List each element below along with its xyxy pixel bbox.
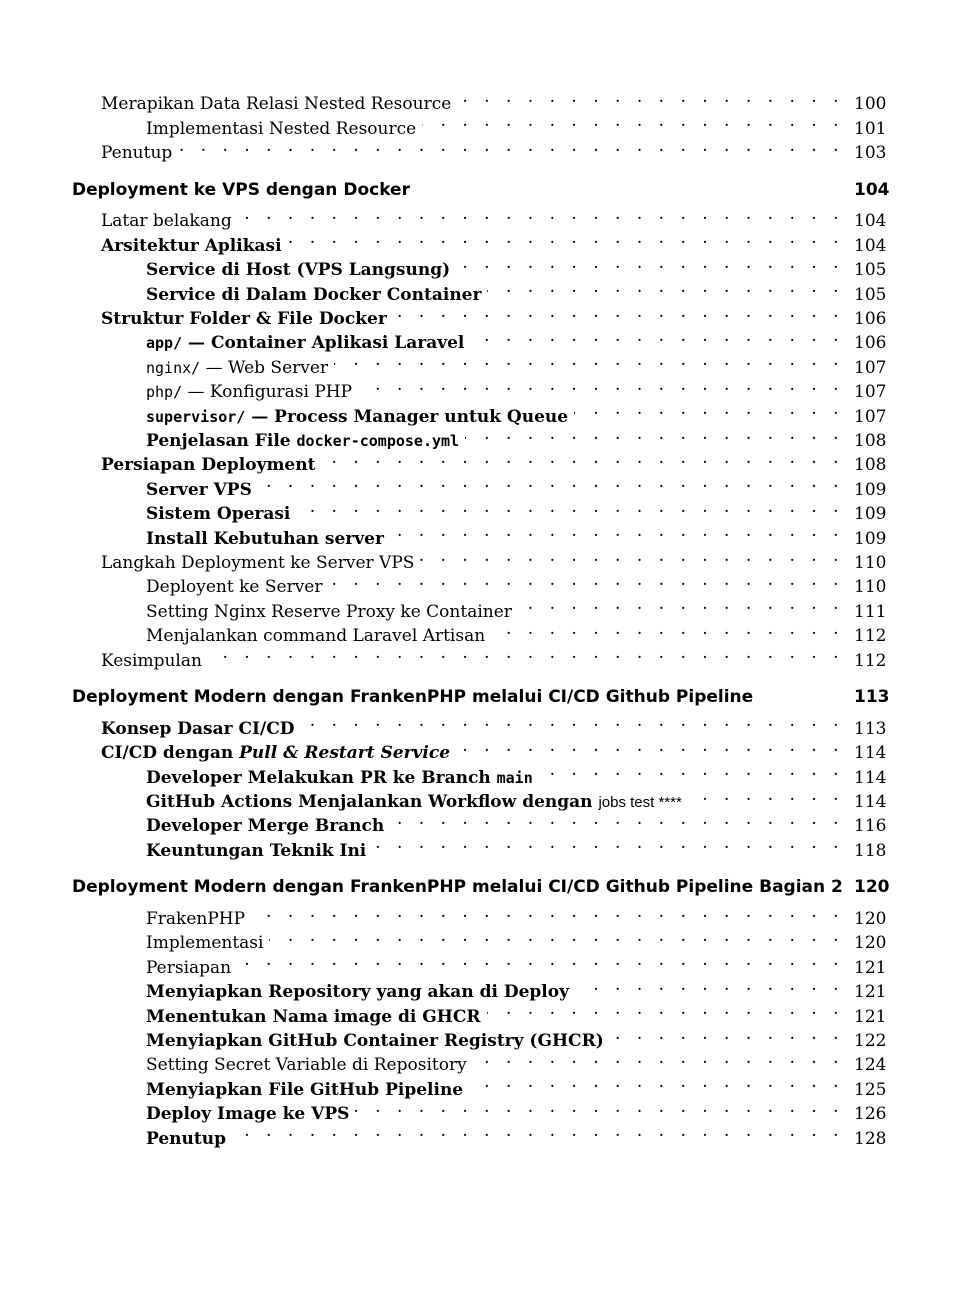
toc-page-number: 101 [854,118,887,139]
toc-page-number: 107 [854,382,887,403]
toc-dot-leader [258,470,844,494]
toc-dot-leader [237,948,844,972]
toc-dot-leader [321,446,844,470]
toc-title-part: Menjalankan command Laravel Artisan [146,626,486,647]
toc-page-number: 122 [854,1030,887,1051]
table-of-contents [72,85,890,1149]
toc-title-part: GitHub Actions Menjalankan Workflow dengan [146,791,599,812]
toc-dot-leader [393,300,844,324]
toc-entry-title [146,478,252,502]
toc-dot-leader [574,397,844,421]
toc-dot-leader [457,85,844,109]
toc-page-number: 106 [854,333,887,354]
toc-dot-leader [487,275,844,299]
toc-title-part: — Konfigurasi PHP [182,382,353,403]
toc-entry-title [101,141,172,165]
toc-dot-leader [300,709,844,733]
toc-page-number: 121 [854,982,887,1003]
toc-title-part: Service di Host (VPS Langsung) [146,260,451,281]
toc-dot-leader [469,1070,844,1094]
toc-entry-title [146,766,533,790]
toc-entry-title [146,956,231,980]
toc-title-part: Deploy Image ke VPS [146,1104,350,1125]
toc-subsection-entry[interactable] [72,900,887,930]
toc-title-part: Setting Secret Variable di Repository [146,1055,467,1076]
toc-page-number: 110 [854,552,887,573]
toc-entry-title [72,875,843,899]
toc-page-number: 120 [854,909,887,930]
toc-title-part: Menentukan Nama image di GHCR [146,1006,481,1027]
toc-title-part: FrakenPHP [146,909,246,930]
toc-entry-title [101,649,202,673]
toc-page-number: 121 [854,1006,887,1027]
toc-entry-title [72,178,410,202]
toc-page-number: 126 [854,1104,887,1125]
toc-page-number: 116 [854,816,887,837]
toc-entry-title [72,685,753,709]
toc-entry-title [101,717,294,741]
toc-dot-leader [539,758,844,782]
toc-page-number: 109 [854,504,887,525]
toc-page-number: 109 [854,479,887,500]
toc-dot-leader [208,641,844,665]
toc-title-part: — Container Aplikasi Laravel [182,333,465,354]
toc-dot-leader [178,134,844,158]
toc-dot-leader [473,1046,844,1070]
toc-title-part: Merapikan Data Relasi Nested Resource [101,94,452,115]
toc-title-part: php/ [146,383,183,402]
toc-entry-title [146,1127,226,1151]
toc-entry-title [146,258,450,282]
toc-page-number: 118 [854,840,887,861]
toc-dot-leader [328,568,844,592]
toc-dot-leader [390,519,844,543]
toc-dot-leader [470,324,844,348]
toc-title-part: Pull & Restart Service [239,743,451,764]
toc-page-number: 120 [854,933,887,954]
toc-page-number: 112 [854,626,887,647]
toc-title-part: app/ [146,334,183,353]
toc-chapter-entry[interactable] [72,875,890,899]
toc-title-part: Deployment Modern dengan FrankenPHP melalui CI/CD Github Pipeline Bagian 2 [72,877,843,898]
toc-title-part: Implementasi [146,933,264,954]
toc-dot-leader [610,1022,844,1046]
toc-entry-title [101,307,387,331]
toc-dot-leader [232,1119,844,1143]
toc-title-part: Langkah Deployment ke Server VPS [101,552,415,573]
toc-dot-leader [422,109,844,133]
toc-title-part: Deployment ke VPS dengan Docker [72,179,410,200]
toc-title-part: Sistem Operasi [146,504,291,525]
toc-title-part: Developer Merge Branch [146,816,385,837]
toc-title-part: — Web Server [200,357,329,378]
toc-page-number: 125 [854,1079,887,1100]
toc-title-part: Keuntungan Teknik Ini [146,840,367,861]
toc-title-part: Latar belakang [101,211,232,232]
toc-title-part: Konsep Dasar CI/CD [101,718,295,739]
toc-section-entry[interactable] [72,202,887,232]
toc-title-part: Penutup [146,1128,226,1149]
toc-dot-leader [456,734,844,758]
toc-page-number: 111 [854,601,887,622]
toc-page-number: 108 [854,455,887,476]
toc-dot-leader [238,202,844,226]
toc-title-part: Menyiapkan Repository yang akan di Deploy [146,982,569,1003]
toc-chapter-entry[interactable] [72,178,890,202]
toc-title-part: Implementasi Nested Resource [146,118,417,139]
toc-title-part: — Process Manager untuk Queue [245,406,569,427]
toc-section-entry[interactable] [72,709,887,739]
toc-title-part: CI/CD dengan [101,743,240,764]
toc-page-number: 114 [854,743,887,764]
toc-dot-leader [487,997,844,1021]
toc-section-entry[interactable] [72,134,887,164]
toc-entry-title [146,600,512,624]
toc-title-part: Server VPS [146,479,252,500]
toc-dot-leader [465,422,844,446]
toc-dot-leader [390,807,844,831]
toc-page-number: 112 [854,650,887,671]
toc-page-number: 100 [854,94,887,115]
toc-entry-title [146,356,328,380]
toc-page-number: 105 [854,260,887,281]
toc-entry-title [146,1053,467,1077]
toc-title-part: Menyiapkan GitHub Container Registry (GHCR) [146,1030,604,1051]
toc-section-entry[interactable] [72,85,887,115]
toc-dot-leader [355,1095,844,1119]
toc-title-part: Kesimpulan [101,650,202,671]
toc-page-number: 105 [854,284,887,305]
toc-entry-title [146,814,384,838]
toc-title-part: Deployment Modern dengan FrankenPHP melalui CI/CD Github Pipeline [72,686,754,707]
toc-page-number: 124 [854,1055,887,1076]
toc-page-number: 110 [854,577,887,598]
toc-page-number: 104 [854,211,887,232]
toc-entry-title [146,1005,481,1029]
toc-dot-leader [296,495,844,519]
toc-entry-title [146,839,366,863]
toc-page-number: 104 [854,235,887,256]
toc-dot-leader [518,592,844,616]
toc-title-part: Arsitektur Aplikasi [101,235,282,256]
toc-entry-title [101,234,282,258]
toc-title-part: Struktur Folder & File Docker [101,309,387,330]
toc-title-part: Penutup [101,143,173,164]
toc-title-part: Service di Dalam Docker Container [146,284,482,305]
toc-entry-title [146,502,290,526]
toc-page-number: 104 [854,179,890,200]
toc-page-number: 103 [854,143,887,164]
toc-entry-title [101,92,451,116]
toc-dot-leader [575,973,844,997]
toc-entry-title [146,575,322,599]
toc-title-part: Penjelasan File [146,430,297,451]
toc-title-part: Menyiapkan File GitHub Pipeline [146,1079,464,1100]
toc-title-part: main [496,768,533,787]
toc-page-number: 107 [854,357,887,378]
toc-entry-title [146,527,384,551]
toc-title-part: nginx/ [146,358,201,377]
toc-chapter-entry[interactable] [72,685,890,709]
toc-entry-title [146,907,245,931]
toc-title-part: docker-compose.yml [296,431,460,450]
toc-page-number: 120 [854,877,890,898]
toc-dot-leader [358,373,844,397]
toc-title-part: jobs test **** [598,793,682,811]
toc-entry-title [146,380,352,404]
toc-title-part: Persiapan Deployment [101,455,316,476]
toc-dot-leader [334,348,844,372]
toc-page-number: 109 [854,528,887,549]
toc-dot-leader [688,783,844,807]
toc-title-part: supervisor/ [146,407,246,426]
toc-dot-leader [288,226,844,250]
toc-page-number: 114 [854,791,887,812]
toc-dot-leader [251,900,844,924]
toc-page-number: 128 [854,1128,887,1149]
toc-page-number: 113 [854,686,890,707]
toc-dot-leader [456,251,844,275]
toc-title-part: Setting Nginx Reserve Proxy ke Container [146,601,512,622]
toc-dot-leader [420,544,844,568]
toc-page-number: 113 [854,718,887,739]
toc-title-part: Persiapan [146,957,232,978]
toc-page-number: 106 [854,309,887,330]
toc-page-number: 107 [854,406,887,427]
toc-entry-title [101,741,450,765]
toc-page-number: 114 [854,767,887,788]
toc-entry-title [101,209,232,233]
toc-page-number: 121 [854,957,887,978]
toc-dot-leader [491,617,844,641]
toc-page-number: 108 [854,430,887,451]
toc-title-part: Deployent ke Server [146,577,323,598]
toc-dot-leader [372,831,844,855]
toc-title-part: Install Kebutuhan server [146,528,384,549]
toc-dot-leader [269,924,844,948]
toc-title-part: Developer Melakukan PR ke Branch [146,767,497,788]
